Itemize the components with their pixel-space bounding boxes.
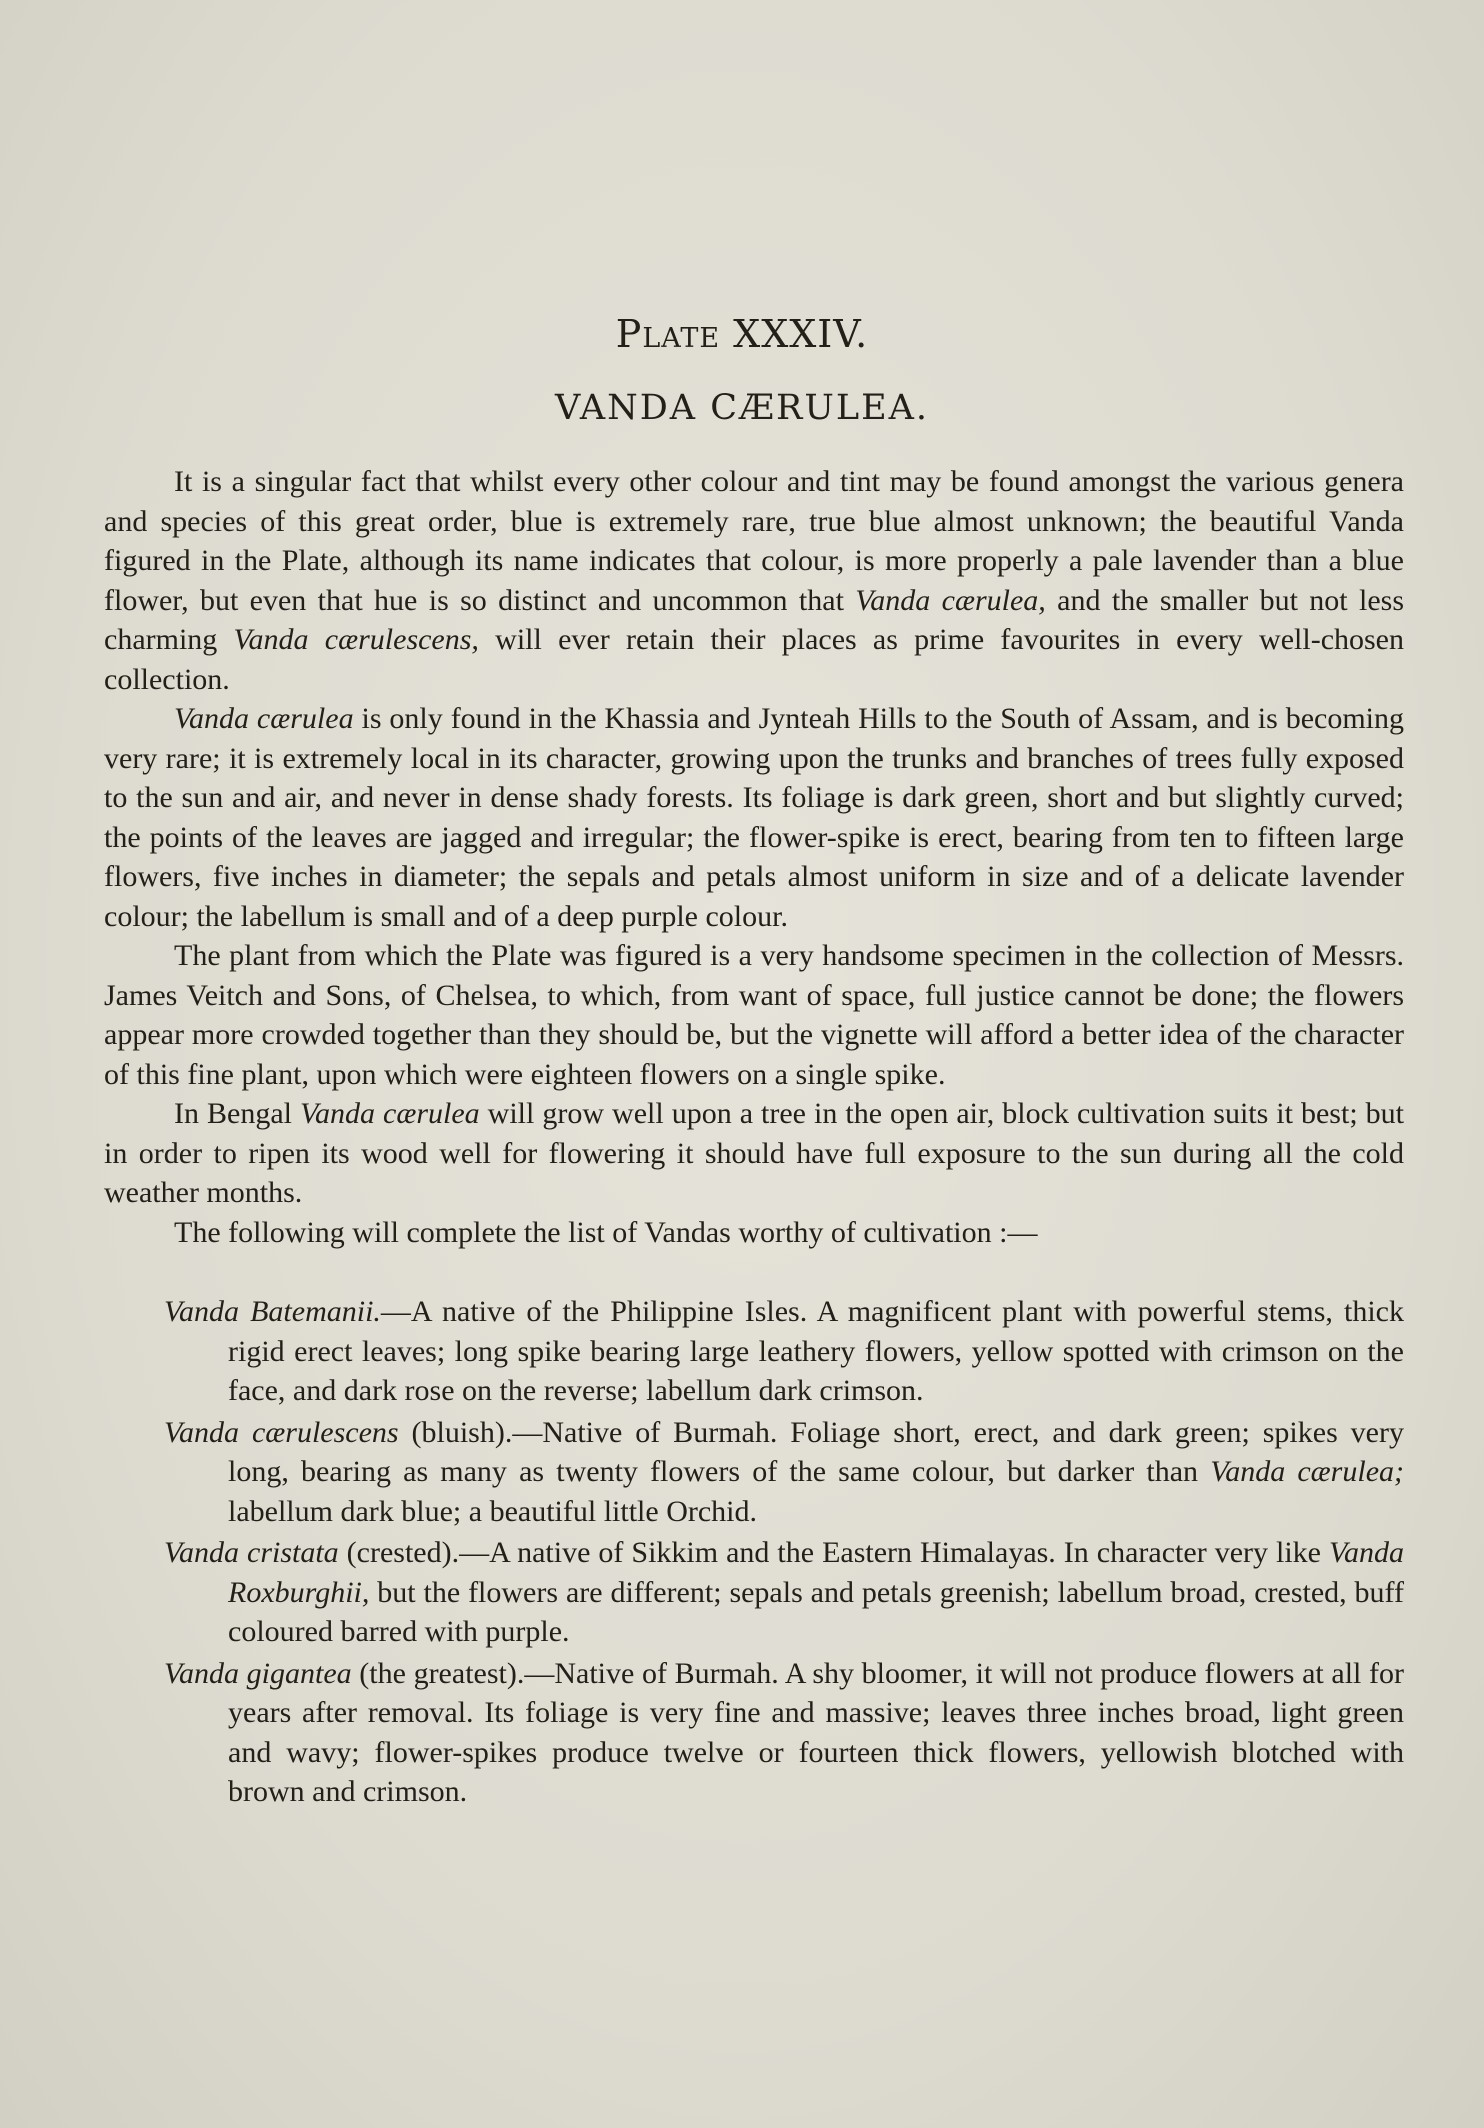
text-run: In Bengal [174, 1097, 300, 1130]
italic-species-name: Vanda Roxburghii, [228, 1536, 1404, 1609]
italic-species-name: Vanda cærulescens [164, 1415, 399, 1449]
text-run: It is a singular fact that whilst every other colour and tint may be found amongst the various genera and species of this great order, blue is extremely rare, true blue almost unknown; the beautiful Vanda figured in the Plate, although its name indicates that colour, is more properly a pale lavender than a blue flower, but even that hue is so distinct and uncommon that [104, 465, 1404, 617]
italic-species-name: Vanda gigantea [164, 1656, 352, 1690]
text-run: is only found in the Khassia and Jynteah Hills to the South of Assam, and is becoming very rare; it is extremely local in its character, growing upon the trunks and branches of trees fully exposed to the sun and air, and never in dense shady forests. Its foliage is dark green, short and but slightly curved; the points of the leaves are jagged and irregular; the flower-spike is erect, bearing from ten to fifteen large flowers, five inches in diameter; the sepals and petals almost uniform in size and of a delicate lavender colour; the labellum is small and of a deep purple colour. [104, 702, 1404, 933]
species-list [104, 1292, 1404, 1812]
paragraphs [104, 462, 1404, 1252]
text-run: labellum dark blue; a beautiful little Orchid. [228, 1494, 757, 1528]
italic-species-name: Vanda cristata [164, 1536, 339, 1569]
italic-species-name: Vanda cærulea; [1210, 1455, 1404, 1488]
paragraph-4 [104, 1094, 1404, 1213]
italic-species-name: Vanda Batemanii. [164, 1295, 381, 1328]
text-run: —A native of the Philippine Isles. A magnificent plant with powerful stems, thick rigid erect leaves; long spike bearing large leathery flowers, yellow spotted with crimson on the face, and dark rose on the reverse; labellum dark crimson. [228, 1295, 1404, 1407]
paragraph-3 [104, 936, 1404, 1094]
italic-species-name: Vanda cærulea [300, 1097, 480, 1130]
text-run: The following will complete the list of Vandas worthy of cultivation :— [174, 1215, 1038, 1249]
page-title: VANDA CÆRULEA. [554, 388, 930, 428]
text-run: will grow well upon a tree in the open air, block cultivation suits it best; but in order to ripen its wood well for flowering it should have full exposure to the sun during all the cold weather months. [104, 1097, 1404, 1209]
paragraph-5 [104, 1213, 1404, 1253]
text-run: and the smaller but not less charming [104, 583, 1404, 656]
text-run: will ever retain their places as prime favourites in every well-chosen collection. [104, 623, 1404, 696]
plate-number: XXXIV. [733, 312, 869, 356]
italic-species-name: Vanda cærulea [174, 702, 354, 735]
plate-heading [0, 312, 1484, 356]
text-run: but the flowers are different; sepals and petals greenish; labellum broad, crested, buff coloured barred with purple. [228, 1575, 1404, 1648]
text-run: (bluish).—Native of Burmah. Foliage short, erect, and dark green; spikes very long, bearing as many as twenty flowers of the same colour, but darker than [228, 1415, 1404, 1488]
italic-species-name: Vanda cærulescens, [233, 623, 479, 656]
text-run: (the greatest).—Native of Burmah. A shy bloomer, it will not produce flowers at all for years after removal. Its foliage is very fine and massive; leaves three inches broad, light green and wavy; flower-spikes produce twelve or fourteen thick flowers, yellowish blotched with brown and crimson. [228, 1656, 1404, 1808]
species-entry-3 [164, 1533, 1404, 1652]
italic-species-name: Vanda cærulea, [855, 583, 1046, 617]
text-run: (crested).—A native of Sikkim and the Eastern Himalayas. In character very like [338, 1536, 1329, 1569]
paragraph-2 [104, 699, 1404, 936]
text-run: The plant from which the Plate was figured is a very handsome specimen in the collection of Messrs. James Veitch and Sons, of Chelsea, to which, from want of space, full justice cannot be done; the flowers appear more crowded together than they should be, but the vignette will afford a better idea of the character of this fine plant, upon which were eighteen flowers on a single spike. [104, 939, 1404, 1091]
body-text [104, 462, 1404, 1814]
species-entry-2 [164, 1413, 1404, 1532]
paragraph-1 [104, 462, 1404, 699]
species-entry-1 [164, 1292, 1404, 1411]
plate-label: Plate [615, 312, 721, 356]
species-entry-4 [164, 1654, 1404, 1812]
